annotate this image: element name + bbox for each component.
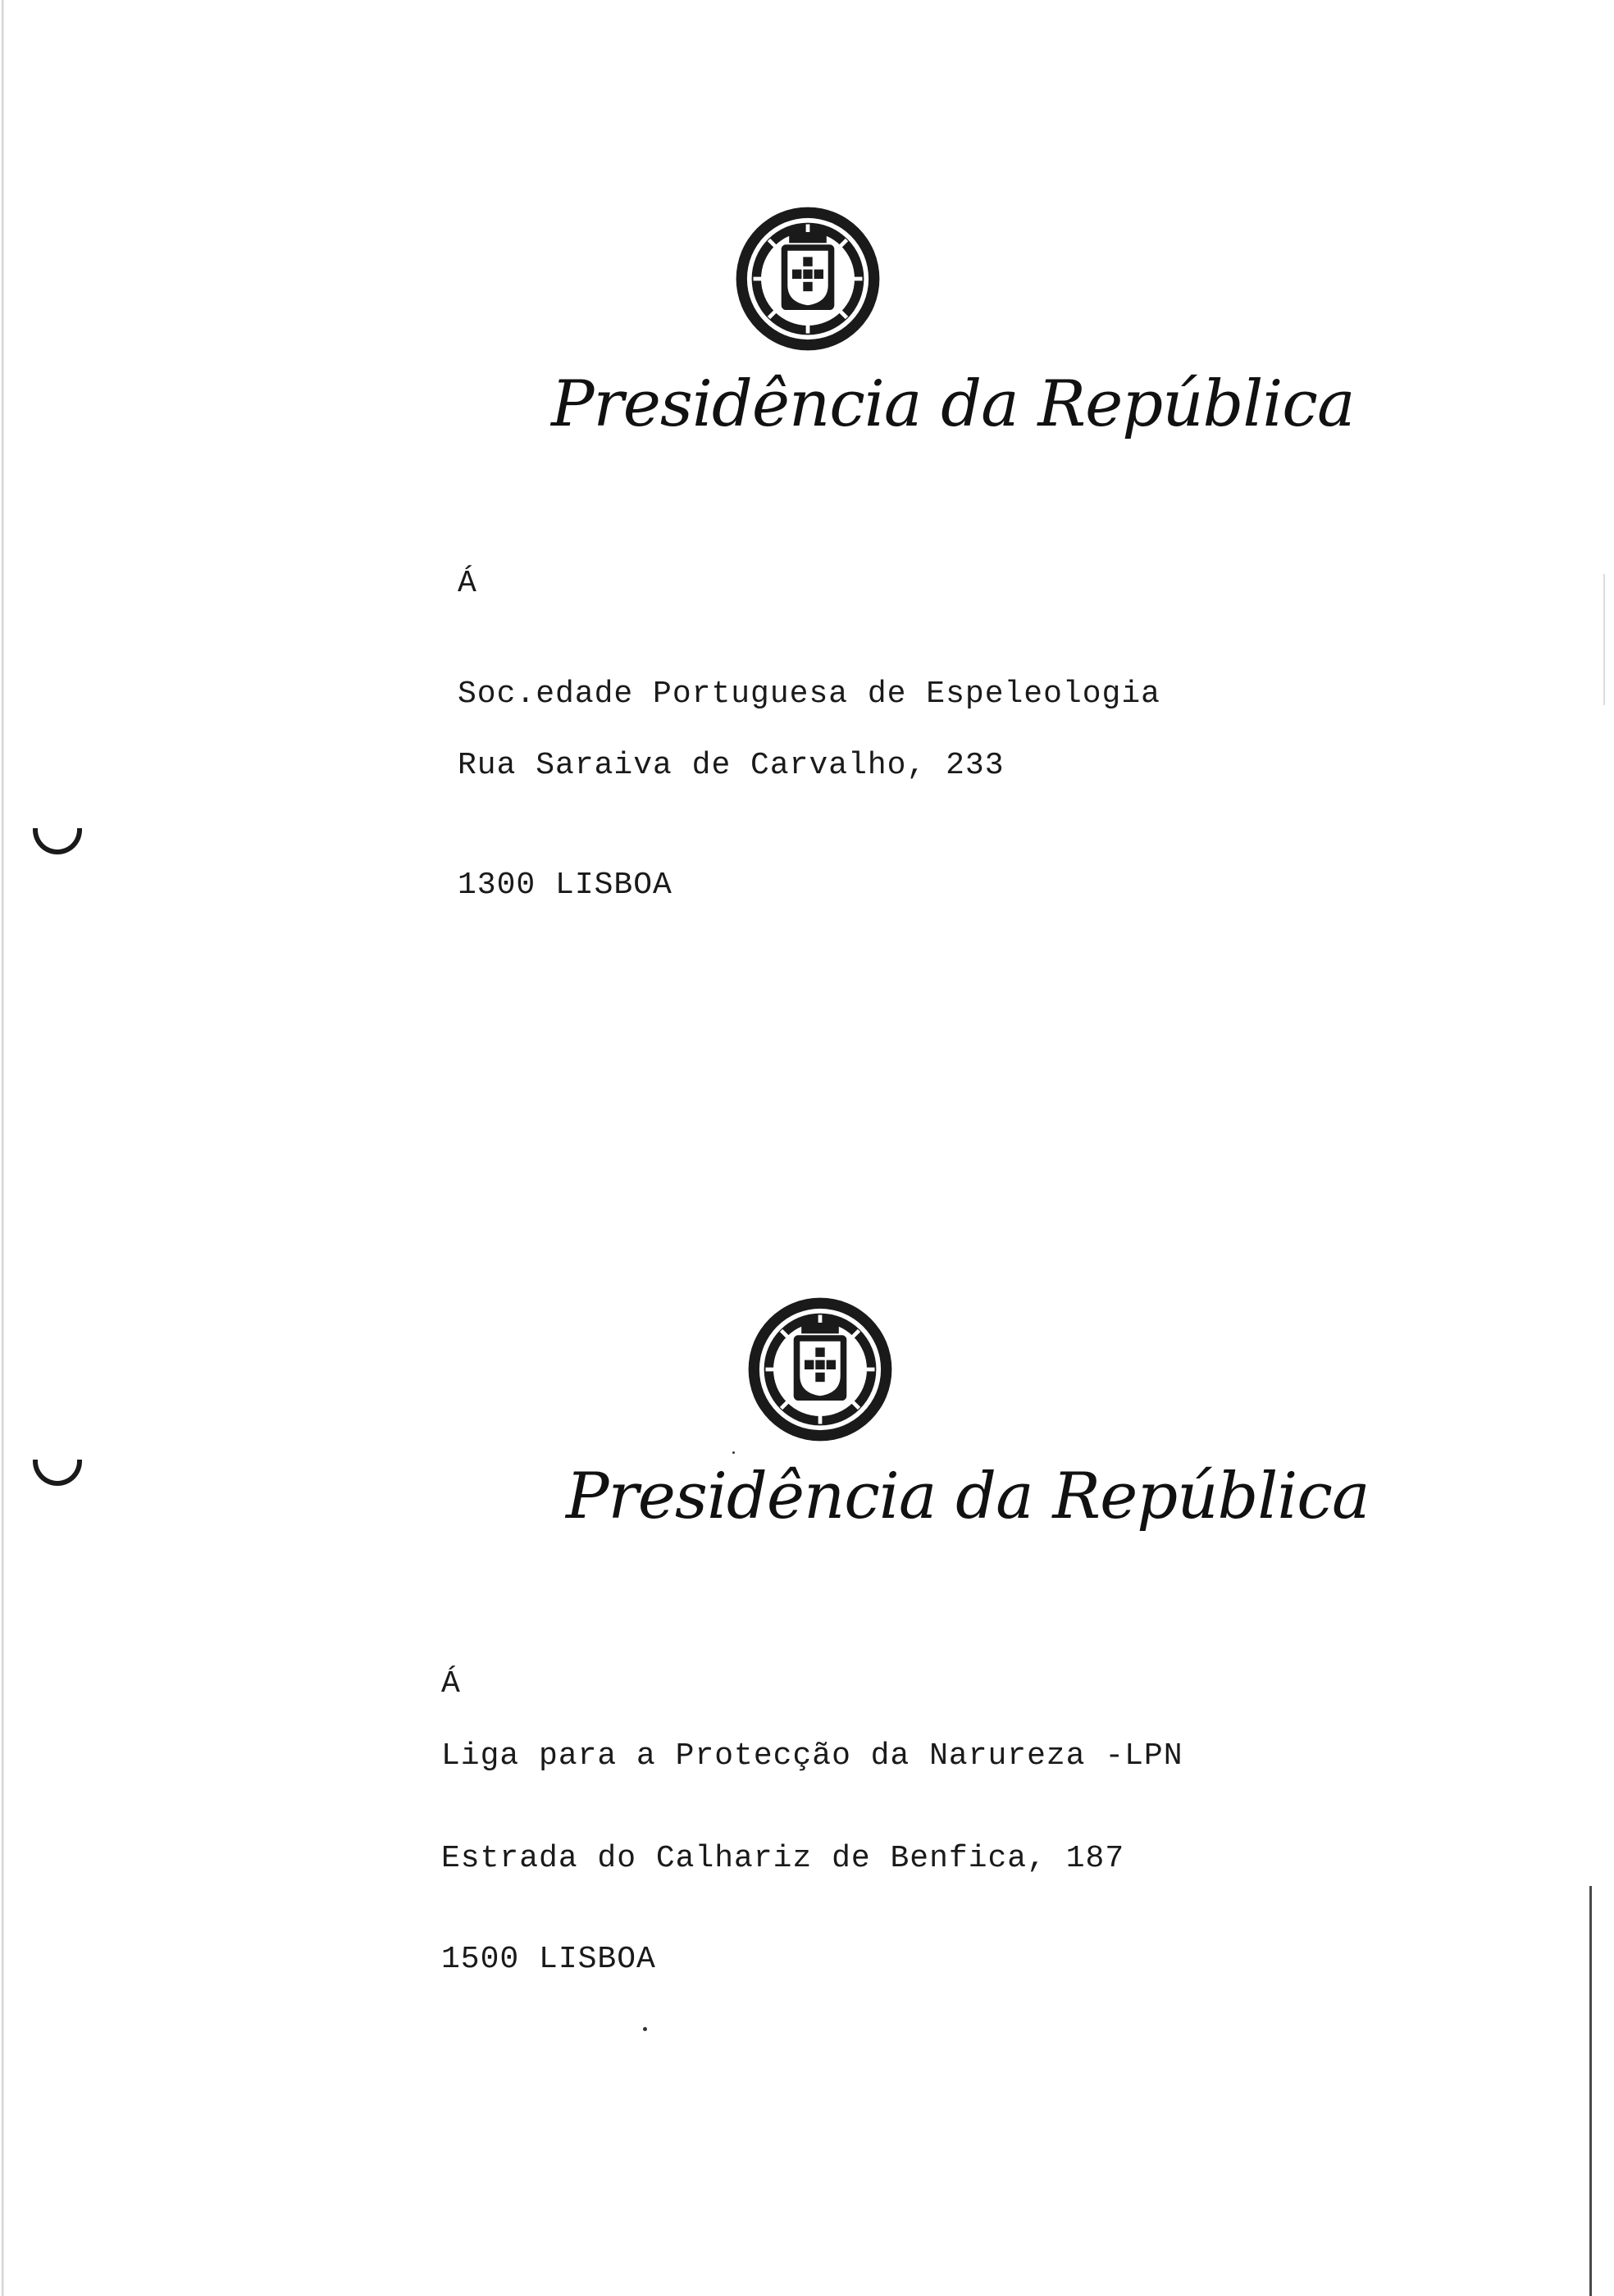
recipient-street: Estrada do Calhariz de Benfica, 187 xyxy=(441,1841,1125,1876)
scan-edge-left xyxy=(2,0,4,2296)
recipient-city: 1500 LISBOA xyxy=(441,1942,656,1977)
recipient-city: 1300 LISBOA xyxy=(458,868,672,903)
scan-speck xyxy=(732,1451,735,1454)
punch-hole-mark xyxy=(33,1460,82,1486)
punch-hole-mark xyxy=(33,828,82,854)
letterhead-title: Presidência da República xyxy=(551,367,1355,441)
scan-speck xyxy=(643,2027,647,2031)
recipient-name: Liga para a Protecção da Narureza -LPN xyxy=(441,1738,1183,1774)
recipient-street: Rua Saraiva de Carvalho, 233 xyxy=(458,748,1005,783)
recipient-name: Soc.edade Portuguesa de Espeleologia xyxy=(458,676,1160,712)
address-prefix: Á xyxy=(441,1666,461,1702)
scan-edge-right xyxy=(1589,1886,1592,2296)
letterhead-title: Presidência da República xyxy=(566,1460,1370,1533)
address-prefix: Á xyxy=(458,566,477,601)
coat-of-arms-emblem xyxy=(742,1292,898,1447)
coat-of-arms-emblem xyxy=(730,201,886,357)
scan-edge-right-top xyxy=(1603,574,1605,705)
